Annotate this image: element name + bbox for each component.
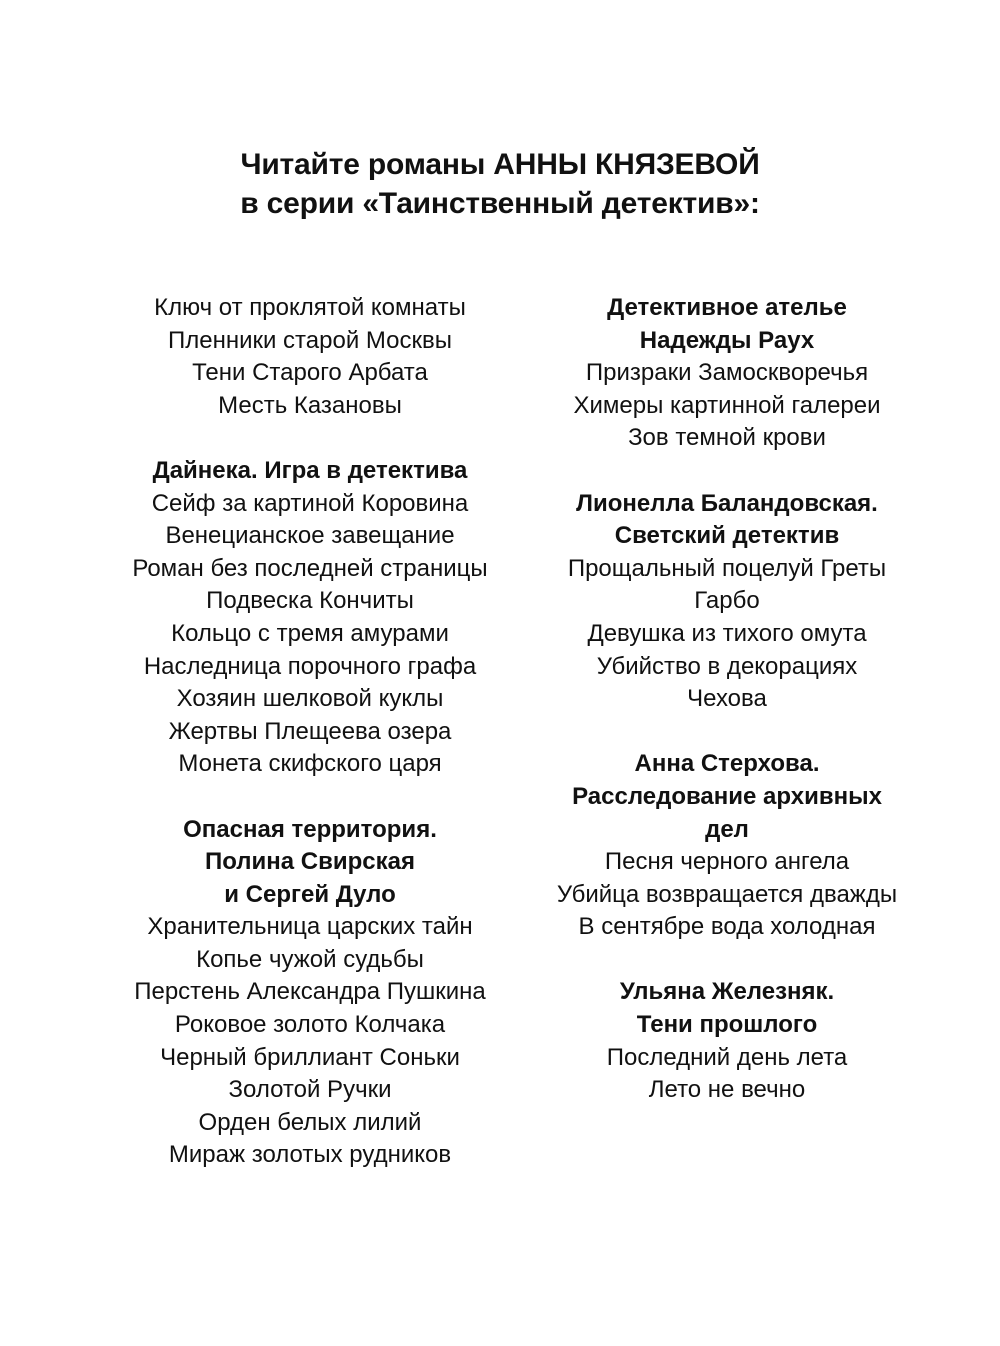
book-title: Убийство в декорациях <box>596 652 858 680</box>
book-title: Зов темной крови <box>628 424 826 452</box>
book-title: Хранительница царских тайн <box>147 913 473 941</box>
series-title: Надежды Раух <box>639 326 815 354</box>
book-title: Лето не вечно <box>648 1076 806 1104</box>
heading-line-1: Читайте романы АННЫ КНЯЗЕВОЙ <box>240 148 760 181</box>
page-heading <box>0 145 1000 223</box>
book-title: Девушка из тихого омута <box>587 619 867 647</box>
book-title: Перстень Александра Пушкина <box>134 978 486 1006</box>
book-group-untitled <box>110 292 510 422</box>
series-title: Тени прошлого <box>636 1011 818 1039</box>
book-title: Ключ от проклятой комнаты <box>154 294 466 321</box>
book-title: Сейф за картиной Коровина <box>151 489 469 517</box>
series-title: Полина Свирская <box>204 848 416 876</box>
book-title: Орден белых лилий <box>198 1108 422 1136</box>
book-group-zheleznyak <box>527 976 927 1106</box>
book-title: Мираж золотых рудников <box>168 1141 452 1169</box>
series-title: дел <box>705 815 749 843</box>
book-title: Убийца возвращается дважды <box>556 880 898 908</box>
book-title: Химеры картинной галереи <box>573 391 881 419</box>
book-title: В сентябре вода холодная <box>578 913 876 941</box>
left-column <box>110 292 510 1172</box>
book-title: Прощальный поцелуй Греты <box>567 554 887 582</box>
book-title: Хозяин шелковой куклы <box>176 685 444 713</box>
book-title: Венецианское завещание <box>165 522 455 550</box>
series-title: Лионелла Баландовская. <box>576 489 878 517</box>
book-title: Наследница порочного графа <box>143 652 477 680</box>
book-title: Песня черного ангела <box>604 848 850 876</box>
book-title: Последний день лета <box>606 1043 848 1071</box>
book-group-atelier <box>527 292 927 455</box>
book-title: Кольцо с тремя амурами <box>171 619 449 647</box>
book-title: Роковое золото Колчака <box>174 1011 446 1039</box>
book-group-dayneka <box>110 455 510 781</box>
series-title: Дайнека. Игра в детектива <box>152 456 468 484</box>
series-title: Анна Стерхова. <box>634 750 820 778</box>
book-group-dangerous-territory <box>110 814 510 1173</box>
heading-line-2: в серии «Таинственный детектив»: <box>240 187 760 220</box>
book-title: Монета скифского царя <box>178 750 442 778</box>
book-group-sterkhova <box>527 748 927 944</box>
book-title: Роман без последней страницы <box>132 554 488 582</box>
series-title: Детективное ателье <box>607 294 847 321</box>
book-title: Чехова <box>687 685 767 713</box>
series-title: Расследование архивных <box>572 782 882 810</box>
right-column <box>527 292 927 1107</box>
book-title: Копье чужой судьбы <box>196 945 424 973</box>
book-title: Подвеска Кончиты <box>206 587 414 615</box>
book-title: Месть Казановы <box>218 391 402 419</box>
book-title: Тени Старого Арбата <box>192 359 428 387</box>
book-title: Пленники старой Москвы <box>167 326 453 354</box>
series-title: Опасная территория. <box>183 815 437 843</box>
series-title: Ульяна Железняк. <box>619 978 835 1006</box>
book-title: Жертвы Плещеева озера <box>168 717 452 745</box>
series-title: и Сергей Дуло <box>224 880 396 908</box>
book-group-lionella <box>527 488 927 716</box>
series-title: Светский детектив <box>614 522 840 550</box>
book-title: Призраки Замоскворечья <box>585 359 869 387</box>
book-title: Золотой Ручки <box>228 1076 392 1104</box>
book-title: Черный бриллиант Соньки <box>160 1043 460 1071</box>
book-title: Гарбо <box>694 587 760 615</box>
